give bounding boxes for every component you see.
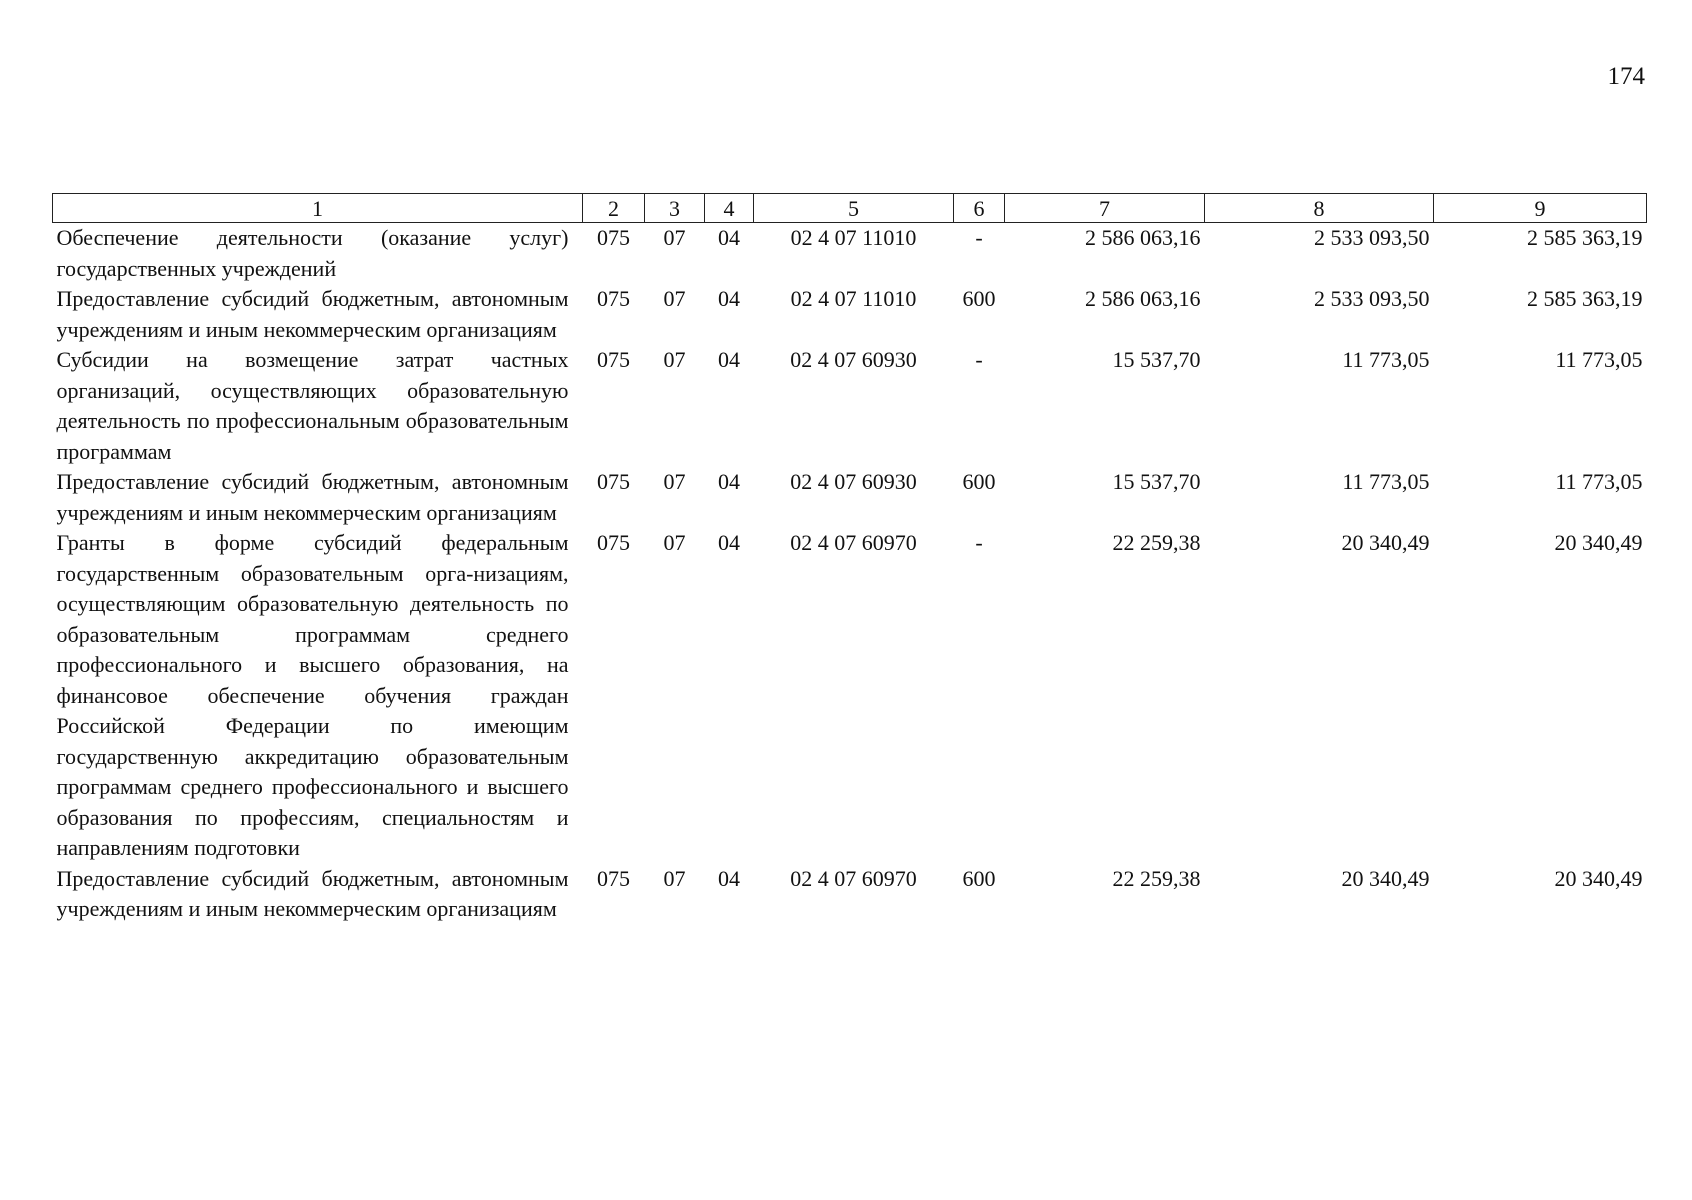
cell-col-7: 15 537,70 bbox=[1112, 347, 1201, 372]
cell-col-4: 04 bbox=[718, 469, 740, 494]
cell-col-9: 11 773,05 bbox=[1555, 469, 1643, 494]
column-header-9: 9 bbox=[1434, 194, 1647, 223]
column-header-4: 4 bbox=[705, 194, 754, 223]
cell-col-3: 07 bbox=[663, 347, 686, 372]
cell-col-7: 22 259,38 bbox=[1112, 865, 1201, 891]
cell-col-5: 02 4 07 60930 bbox=[790, 347, 917, 372]
cell-col-2: 075 bbox=[597, 469, 630, 494]
row-name: Обеспечение деятельности (оказание услуг) государственных учреждений bbox=[56, 225, 569, 281]
cell-col-8: 2 533 093,50 bbox=[1314, 225, 1430, 250]
row-name: Предоставление субсидий бюджетным, автономным учреждениям и иным некоммерческим организациям bbox=[56, 286, 569, 342]
cell-col-7: 22 259,38 bbox=[1112, 530, 1201, 555]
cell-col-5: 02 4 07 11010 bbox=[790, 225, 917, 250]
cell-col-2: 075 bbox=[597, 286, 630, 311]
budget-table bbox=[52, 193, 1647, 925]
column-header-3: 3 bbox=[645, 194, 705, 223]
column-header-1: 1 bbox=[53, 194, 583, 223]
cell-col-9: 2 585 363,19 bbox=[1527, 286, 1643, 311]
cell-col-9: 20 340,49 bbox=[1554, 530, 1643, 555]
cell-col-9: 20 340,49 bbox=[1554, 865, 1643, 891]
cell-col-5: 02 4 07 60930 bbox=[790, 469, 917, 494]
cell-col-8: 11 773,05 bbox=[1342, 469, 1430, 494]
cell-col-4: 04 bbox=[718, 286, 740, 311]
column-header-2: 2 bbox=[583, 194, 645, 223]
cell-col-3: 07 bbox=[663, 865, 686, 891]
cell-col-3: 07 bbox=[663, 286, 686, 311]
cell-col-7: 2 586 063,16 bbox=[1085, 225, 1201, 250]
table-row bbox=[53, 223, 1647, 285]
cell-col-6: 600 bbox=[962, 469, 996, 494]
cell-col-8: 11 773,05 bbox=[1342, 347, 1430, 372]
table-row bbox=[53, 864, 1647, 925]
column-header-7: 7 bbox=[1005, 194, 1205, 223]
cell-col-4: 04 bbox=[718, 347, 740, 372]
row-name: Предоставление субсидий бюджетным, автономным учреждениям и иным некоммерческим организациям bbox=[56, 469, 569, 525]
row-name: Предоставление субсидий бюджетным, автономным учреждениям и иным некоммерческим организациям bbox=[56, 865, 569, 921]
row-name: Субсидии на возмещение затрат частных организаций, осуществляющих образовательную деятельность по профессиональным образовательным программам bbox=[56, 347, 569, 464]
cell-col-3: 07 bbox=[663, 530, 686, 555]
table-row bbox=[53, 528, 1647, 864]
cell-col-6: - bbox=[975, 347, 983, 372]
cell-col-3: 07 bbox=[663, 225, 686, 250]
page-number: 174 bbox=[1607, 63, 1645, 90]
cell-col-5: 02 4 07 60970 bbox=[790, 530, 917, 555]
cell-col-8: 20 340,49 bbox=[1341, 530, 1430, 555]
table-row bbox=[53, 284, 1647, 345]
cell-col-9: 11 773,05 bbox=[1555, 347, 1643, 372]
column-header-6: 6 bbox=[954, 194, 1005, 223]
cell-col-4: 04 bbox=[718, 865, 740, 891]
cell-col-3: 07 bbox=[663, 469, 686, 494]
row-name: Гранты в форме субсидий федеральным государственным образовательным орга-низациям, осуществляющим образовательную деятельность по образовательным программам среднего профессионального и высшего образования, на финансовое обеспечение обучения граждан Российской Федерации по имеющим государственную аккредитацию образовательным программам среднего профессионального и высшего образования по профессиям, специальностям и направлениям подготовки bbox=[56, 530, 569, 860]
cell-col-6: - bbox=[975, 225, 983, 250]
cell-col-7: 15 537,70 bbox=[1112, 469, 1201, 494]
table-row bbox=[53, 345, 1647, 467]
cell-col-4: 04 bbox=[718, 225, 740, 250]
cell-col-6: 600 bbox=[962, 286, 996, 311]
cell-col-8: 2 533 093,50 bbox=[1314, 286, 1430, 311]
table-row bbox=[53, 467, 1647, 528]
table-header-row bbox=[53, 194, 1647, 223]
column-header-8: 8 bbox=[1205, 194, 1434, 223]
cell-col-2: 075 bbox=[597, 347, 630, 372]
cell-col-2: 075 bbox=[597, 225, 630, 250]
cell-col-6: 600 bbox=[962, 865, 996, 891]
cell-col-2: 075 bbox=[597, 865, 630, 891]
cell-col-6: - bbox=[975, 530, 983, 555]
cell-col-7: 2 586 063,16 bbox=[1085, 286, 1201, 311]
cell-col-5: 02 4 07 11010 bbox=[790, 286, 917, 311]
cell-col-8: 20 340,49 bbox=[1341, 865, 1430, 891]
cell-col-2: 075 bbox=[597, 530, 630, 555]
cell-col-5: 02 4 07 60970 bbox=[790, 865, 917, 891]
column-header-5: 5 bbox=[754, 194, 954, 223]
cell-col-9: 2 585 363,19 bbox=[1527, 225, 1643, 250]
cell-col-4: 04 bbox=[718, 530, 740, 555]
